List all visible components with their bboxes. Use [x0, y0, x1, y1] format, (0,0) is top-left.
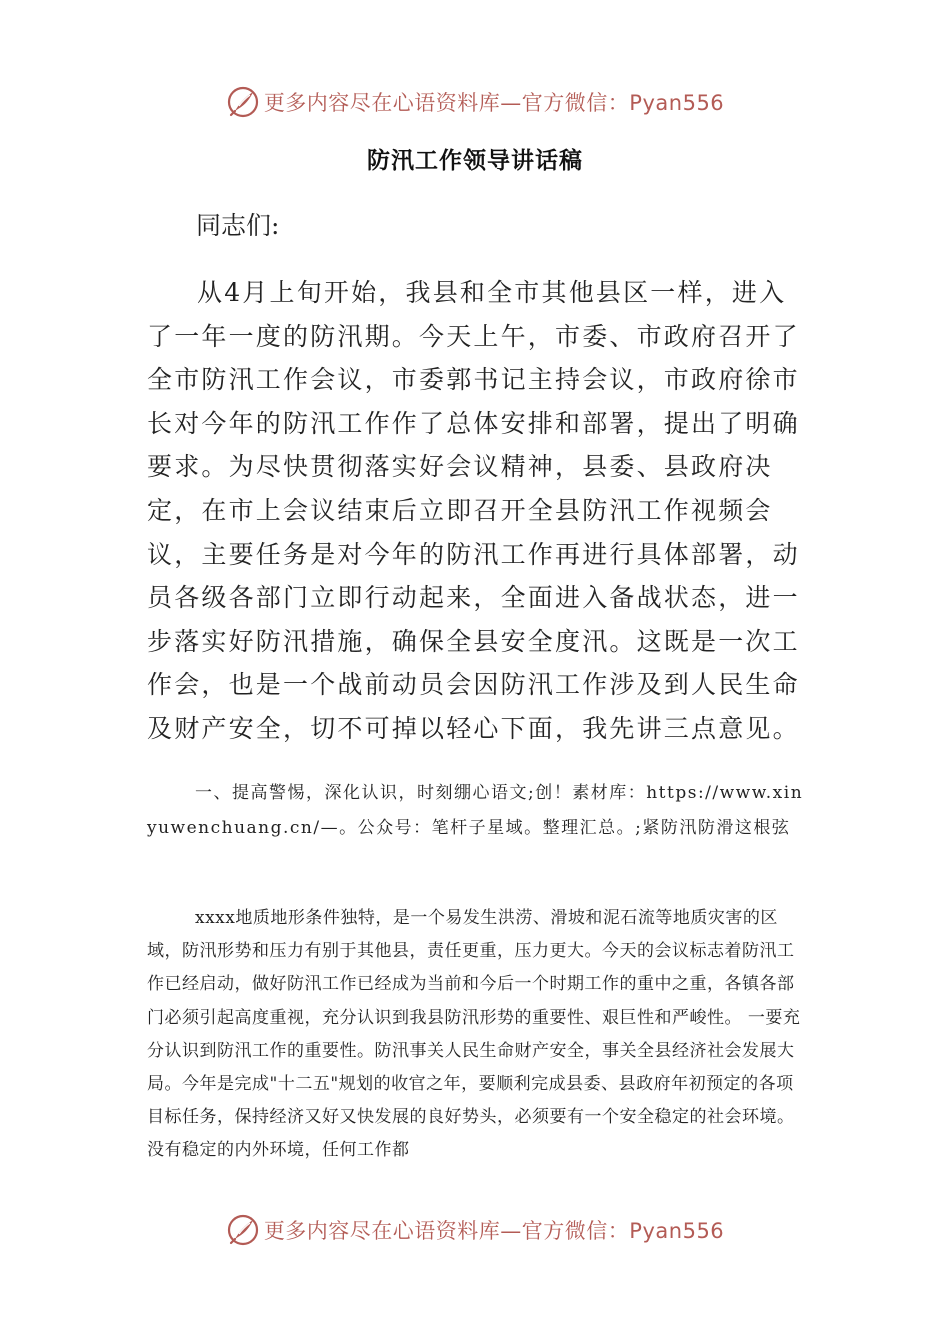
- section-heading-one: 一、提高警惕，深化认识，时刻绷心语文;创！素材库：https://www.xinyuwenchuang.cn/—。公众号：笔杆子星域。整理汇总。;紧防汛防滑这根弦: [147, 783, 804, 838]
- page-title: 防汛工作领导讲话稿: [367, 148, 583, 174]
- header-watermark-banner: [0, 82, 950, 122]
- body-paragraph: xxxx地质地形条件独特，是一个易发生洪涝、滑坡和泥石流等地质灾害的区域，防汛形势和压力有别于其他县，责任更重，压力更大。今天的会议标志着防汛工作已经启动，做好防汛工作已经成为当前和今后一个时期工作的重中之重，各镇各部门必须引起高度重视，充分认识到我县防汛形势的重要性、艰巨性和严峻性。 一要充分认识到防汛工作的重要性。防汛事关人民生命财产安全，事关全县经济社会发展大局。今年是完成"十二五"规划的收官之年，要顺利完成县委、县政府年初预定的各项目标任务，保持经济又好又快发展的良好势头，必须要有一个安全稳定的社会环境。没有稳定的内外环境，任何工作都: [147, 908, 801, 1161]
- quill-pen-logo-icon: [226, 1213, 260, 1247]
- footer-watermark-text: 更多内容尽在心语资料库—官方微信：Pyan556: [263, 1219, 725, 1243]
- footer-watermark-banner: [0, 1210, 950, 1250]
- greeting-text: 同志们:: [196, 211, 280, 240]
- header-watermark-text: 更多内容尽在心语资料库—官方微信：Pyan556: [263, 91, 725, 115]
- quill-pen-logo-icon: [226, 85, 260, 119]
- intro-paragraph: 从4月上旬开始，我县和全市其他县区一样，进入了一年一度的防汛期。今天上午，市委、市政府召开了全市防汛工作会议，市委郭书记主持会议，市政府徐市长对今年的防汛工作作了总体安排和部署，提出了明确要求。为尽快贯彻落实好会议精神，县委、县政府决定，在市上会议结束后立即召开全县防汛工作视频会议，主要任务是对今年的防汛工作再进行具体部署，动员各级各部门立即行动起来，全面进入备战状态，进一步落实好防汛措施，确保全县安全度汛。这既是一次工作会，也是一个战前动员会因防汛工作涉及到人民生命及财产安全，切不可掉以轻心下面，我先讲三点意见。: [147, 278, 800, 743]
